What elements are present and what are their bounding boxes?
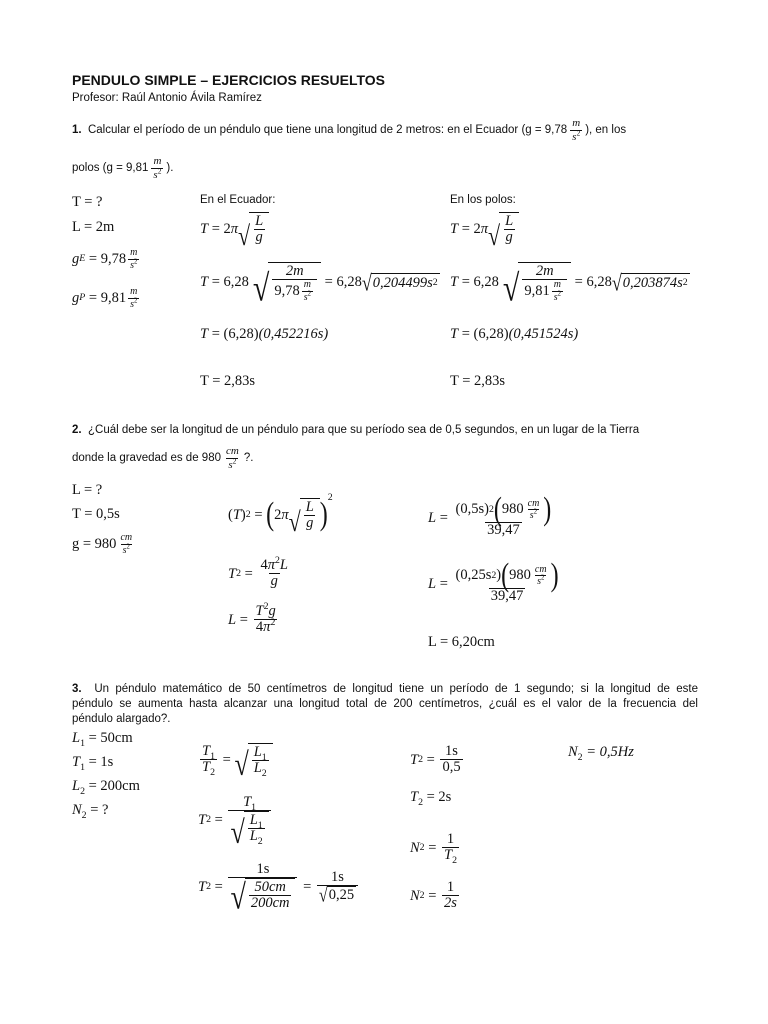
problem1-number: 1. [72,124,82,137]
p2-squared-eq: ( T ) 2 = ( 2 π √ L g ) 2 [228,492,333,538]
problem3-number: 3. [72,683,82,695]
p2-sub1-b: 980 [501,501,524,518]
p3-given-n2: $N_2$ = ? [72,802,109,821]
problem1-text-a-end: ), en los [585,124,627,137]
p2-given-t: T = 0,5s [72,506,120,522]
problem2-statement-line2 [72,446,253,471]
polos-product: T = (6,28)(0,451524s) [450,326,579,342]
ecuador-formula-period: T = 2 π √ L g [200,212,269,246]
p1-given-gp: g P = 9,81 m $s^2$ [72,286,138,310]
p3-t2-value: T 2 = $\frac{1s}{0,5}$ [410,743,461,776]
problem2-text-a: ¿Cuál debe ser la longitud de un péndulo para que su período sea de 0,5 segundos, en un lugar de la Tierra [87,424,640,436]
unit-num: cm [225,445,239,457]
problem3-statement-line1 [72,683,698,695]
unit-num: m [153,155,162,167]
p2-sub1-den: 39,47 [487,522,520,538]
p3-t2-final-value: = 2s [426,789,452,805]
p3-given-l2: $L_2 = 200cm$ [72,778,140,797]
polos-coef: 6,28 [473,273,499,290]
ecuador-coef: 6,28 [223,273,249,290]
p2-substitution-2: L = (0,25s 2 ) ( 980 cm $s^2$ ) 39,47 [428,558,559,604]
p1-given-l: L = 2m [72,219,115,235]
ecuador-eq: = 6,28 [324,273,362,290]
unit-den: s [153,168,158,181]
p3-t2-num: 1s [445,743,458,759]
p3-n2-num: 1 [446,831,455,847]
problem2-number: 2. [72,424,82,436]
p1-given-t: T = ? [72,194,103,210]
ecuador-product: T = (6,28)(0,452216s) [200,326,329,342]
unit-m-s2-fraction: m $s^2$ [572,117,581,143]
polos-eq: = 6,28 [574,273,612,290]
p2-sub2-den: 39,47 [490,588,524,604]
p3-root-a-den: 200cm [250,895,290,912]
p3-n2-num2: 1 [446,879,455,895]
p3-given-t1: $T_1 = 1s$ [72,754,114,773]
p3-n2-final: $N_2 = 0,5Hz$ [568,744,634,763]
p3-given-l1: $L_1 = 50cm$ [72,730,133,749]
polos-root2: 0,203874s [622,274,683,291]
ecuador-root2: 0,204499s [372,274,433,291]
author-line: Profesor: Raúl Antonio Ávila Ramírez [72,92,262,104]
p3-t2-substitution: T 2 = 1s √ 50cm 200cm = 1s √ 0,25 [198,862,360,912]
problem2-text-b-end: ?. [243,452,254,465]
problem3-statement-line3: péndulo alargado?. [72,713,171,725]
p3-t2-formula: T 2 = $T_1$ √ $L_1$ $L_2$ [198,795,273,845]
p3-ratio-eq: $T_1$ $T_2$ = √ $L_1$ $L_2$ [198,743,273,777]
p2-final: L = 6,20cm [428,634,495,650]
l1-value: = 50cm [88,730,133,746]
ecuador-substitution: T = 6,28 √ 2m 9,78 m $s^2$ = 6,28 √ 0,204499s 2 [200,263,438,310]
polos-root-num: 2m [535,263,554,279]
p2-given-g: g = 980 cm $s^2$ [72,532,133,556]
ge-value: = 9,78 [88,250,127,267]
unit-cm-s2-fraction: cm $s^2$ [225,445,239,471]
p3-root-a-num: 50cm [254,879,286,896]
p3-n2-formula: N 2 = 1 $T_2$ [410,831,458,867]
p3-n2-substitution: N 2 = 1 2s [410,879,457,912]
problem2-statement-line1 [72,424,639,436]
unit-fraction: m $s^2$ [130,247,138,271]
n2-value: = ? [90,802,109,818]
problem1-text-b-end: ). [166,162,174,175]
p3-t2-final: $T_2 = 2s$ [410,789,452,808]
problem1-text-b: polos (g = 9,81 [72,162,149,175]
p3-t2-den: 0,5 [442,759,461,776]
unit-num: m [572,117,581,129]
problem2-text-b: donde la gravedad es de 980 [72,452,221,465]
p3-frac-num2: 1s [331,869,344,886]
p2-t-squared: T 2 = $4\pi^2L$ g [228,555,288,590]
problem3-text-1: Un péndulo matemático de 50 centímetros de longitud tiene un período de 1 segundo; si la longitud de este [94,683,699,695]
p2-l-formula: L = $T^2g$ $4\pi^2$ [228,601,276,636]
polos-product-b: (0,451524s) [508,326,579,342]
p2-given-l: L = ? [72,482,103,498]
p2-substitution-1: L = (0,5s) 2 ( 980 cm $s^2$ ) 39,47 [428,492,552,538]
polos-formula-period: T = 2 π √ L g [450,212,519,246]
page-title: PENDULO SIMPLE – EJERCICIOS RESUELTOS [72,72,385,88]
problem1-statement-line2 [72,156,173,181]
p3-frac-num1: 1s [256,861,270,877]
ecuador-root-num: 2m [285,263,304,279]
unit-den: s [572,130,577,143]
problem3-statement-line2: péndulo se aumenta hasta alcanzar una longitud total de 200 centímetros, ¿cuál es el valor de la frecuencia del [72,698,698,710]
unit-fraction: m $s^2$ [130,286,138,310]
p3-n2-den2: 2s [444,895,457,912]
polos-product-a: (6,28) [473,326,509,342]
problem1-text-a: Calcular el período de un péndulo que tiene una longitud de 2 metros: en el Ecuador (g = 9,78 [87,124,568,137]
unit-den: s [228,458,233,471]
heading-ecuador: En el Ecuador: [200,194,276,206]
unit-m-s2-fraction: m $s^2$ [153,155,162,181]
ecuador-product-b: (0,452216s) [258,326,329,342]
polos-final: T = 2,83s [450,373,506,389]
t1-value: = 1s [88,754,114,770]
heading-polos: En los polos: [450,194,516,206]
gp-value: = 9,81 [88,289,127,306]
p3-n2-final-value: = 0,5Hz [586,744,634,760]
l2-value: = 200cm [88,778,140,794]
p2-sub2-a: (0,25s [455,567,492,584]
polos-substitution: T = 6,28 √ 2m 9,81 m $s^2$ = 6,28 √ 0,203874s 2 [450,263,688,310]
ecuador-root-den: 9,78 [274,282,300,299]
ecuador-final: T = 2,83s [200,373,256,389]
p1-given-ge: g E = 9,78 m $s^2$ [72,247,138,271]
g-value: g = 980 [72,535,117,552]
polos-root-den: 9,81 [524,282,550,299]
problem1-statement-line1 [72,118,698,143]
p2-sub2-b: 980 [509,567,531,584]
ecuador-product-a: (6,28) [223,326,259,342]
p3-root-b: 0,25 [328,887,355,904]
p2-sub1-a: (0,5s) [455,501,489,518]
